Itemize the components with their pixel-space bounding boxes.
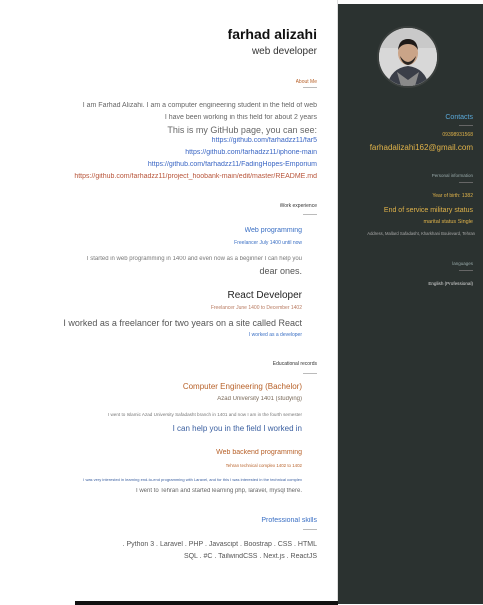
about-line-1: I am Farhad Alizahi. I am a computer engineering student in the field of web — [82, 102, 317, 109]
job-2-desc-2: I worked as a developer — [248, 332, 302, 338]
resume-sidebar — [338, 4, 483, 604]
edu-1-meta: Azad University 1401 (studying) — [217, 396, 302, 402]
edu-1-desc-2: I can help you in the field I worked in — [172, 424, 302, 433]
avatar — [377, 26, 439, 88]
resume-name: farhad alizahi — [227, 26, 317, 42]
personal-divider — [459, 182, 473, 183]
about-divider — [303, 87, 317, 88]
job-2-desc-1: I worked as a freelancer for two years on a site called React — [63, 318, 302, 328]
contacts-divider — [459, 125, 473, 126]
address: Address, Mallard Safadasht, Kharkhani Boulevard, Tehran — [367, 231, 475, 236]
about-section-title: About Me — [295, 79, 317, 85]
work-divider — [303, 214, 317, 215]
email-address[interactable]: farhadalizahi162@gmail.com — [369, 143, 473, 152]
about-line-3: This is my GitHub page, you can see: — [167, 125, 317, 135]
job-1-desc-1: I started in web programming in 1400 and even now as a beginner I can help you — [86, 256, 302, 262]
contacts-title: Contacts — [445, 114, 473, 121]
github-link-far5[interactable]: https://github.com/farhadzz11/far5 — [211, 137, 317, 144]
job-1-desc-2: dear ones. — [259, 266, 302, 276]
about-line-2: I have been working in this field for about 2 years — [164, 114, 317, 121]
github-link-hoobank[interactable]: https://github.com/farhadzz11/project_hoobank-main/edit/master/README.md — [74, 173, 317, 180]
edu-2-meta: Tehran technical complex 1402 to 1402 — [225, 463, 302, 468]
edu-1-desc-1: I went to Islamic Azad University Safadasht branch in 1401 and now I am in the fourth semester — [107, 412, 302, 417]
job-2-meta: Freelancer June 1400 to December 1402 — [210, 305, 302, 311]
education-divider — [303, 373, 317, 374]
education-section-title: Educational records — [272, 361, 317, 367]
github-link-iphone[interactable]: https://github.com/farhadzz11/iphone-main — [185, 149, 317, 156]
work-section-title: Work experience — [279, 203, 317, 209]
github-link-fadinghopes[interactable]: https://github.com/farhadzz11/FadingHopes-Emporium — [147, 161, 317, 168]
birth-year: Year of birth: 1382 — [432, 193, 473, 199]
edu-2-desc-1: I was very interested in learning end-to-end programming with Laravel, and for this I was interested in the technical complex — [83, 477, 302, 482]
edu-2-desc-2: I went to Tehran and started learning php, laravel, mysql there. — [136, 488, 302, 494]
job-2-title: React Developer — [227, 290, 302, 301]
skills-section-title: Professional skills — [261, 517, 317, 524]
military-status: End of service military status — [383, 207, 473, 214]
edu-2-title: Web backend programming — [216, 449, 302, 456]
edu-1-title: Computer Engineering (Bachelor) — [182, 382, 302, 391]
skills-line-2: SQL . #C . TailwindCSS . Next.js . ReactJS — [183, 553, 317, 560]
language-english: English (Professional) — [428, 281, 473, 286]
resume-role: web developer — [251, 46, 317, 57]
job-1-title: Web programming — [244, 227, 302, 234]
languages-divider — [459, 270, 473, 271]
job-1-meta: Freelancer July 1400 until now — [234, 240, 302, 246]
personal-info-title: Personal information — [431, 173, 473, 178]
phone-number[interactable]: 09398931568 — [442, 132, 473, 138]
skills-divider — [303, 529, 317, 530]
page-bottom-bar — [75, 601, 338, 605]
languages-title: languages — [452, 261, 473, 266]
marital-status: marital status Single — [423, 219, 473, 225]
person-photo-icon — [379, 28, 437, 86]
skills-line-1: . Python 3 . Laravel . PHP . Javascipt . Boostrap . CSS . HTML — [122, 541, 317, 548]
